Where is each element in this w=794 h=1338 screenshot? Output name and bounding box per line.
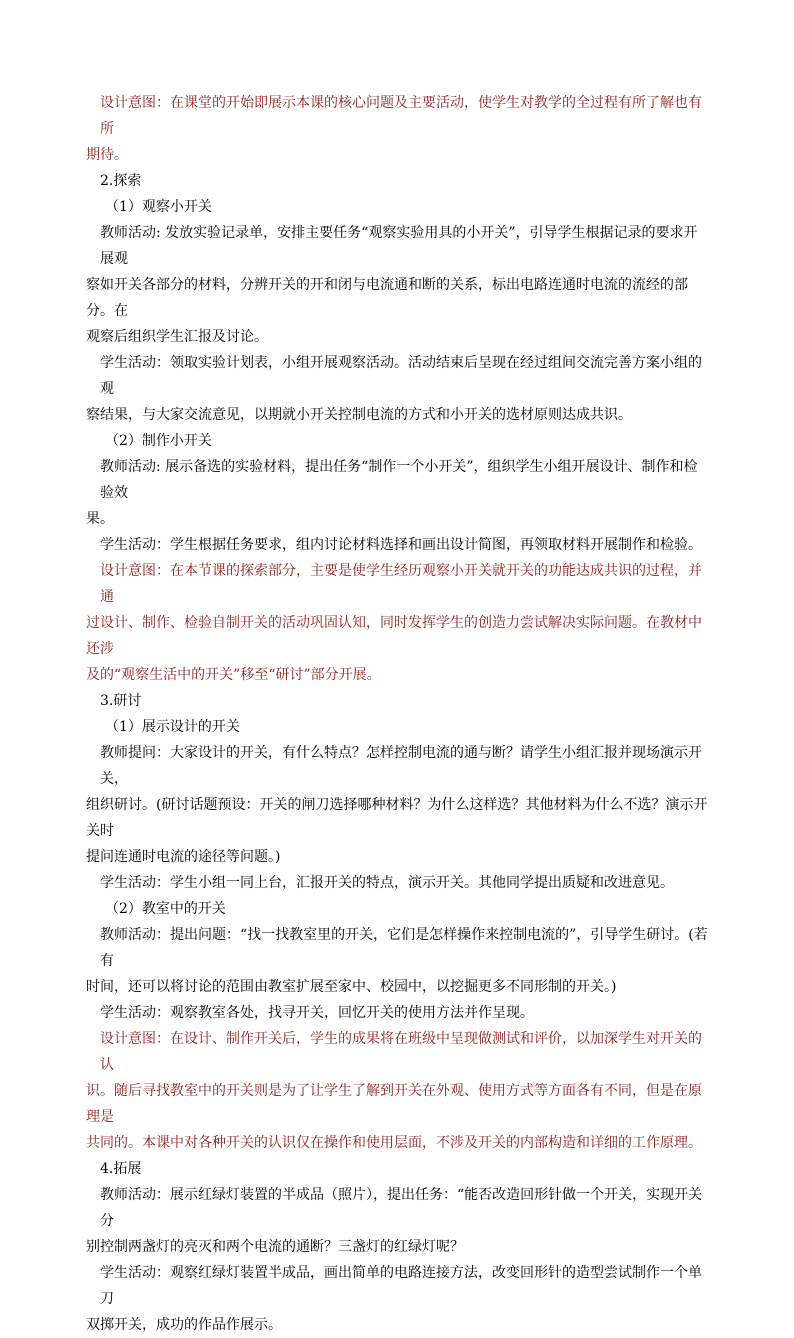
paragraph-line: 察结果，与大家交流意见，以期就小开关控制电流的方式和小开关的选材原则达成共识。 (86, 407, 632, 423)
paragraph-line: 设计意图：在设计、制作开关后，学生的成果将在班级中呈现做测试和评价，以加深学生对开关的认 (100, 1031, 702, 1073)
paragraph-line: （1）展示设计的开关 (105, 719, 240, 735)
paragraph-line: 设计意图：在本节课的探索部分，主要是使学生经历观察小开关就开关的功能达成共识的过程，并通 (100, 563, 702, 605)
paragraph-line: 学生活动：观察红绿灯装置半成品，画出简单的电路连接方法，改变回形针的造型尝试制作一个单刀 (100, 1265, 702, 1307)
paragraph-line: 教师活动: 发放实验记录单，安排主要任务“观察实验用具的小开关”，引导学生根据记录的要求开展观 (100, 225, 698, 267)
paragraph-line: 共同的。本课中对各种开关的认识仅在操作和使用层面，不涉及开关的内部构造和详细的工作原理。 (86, 1135, 702, 1151)
paragraph-line: 及的“观察生活中的开关”移至“研讨”部分开展。 (86, 667, 381, 683)
paragraph-line: （2）教室中的开关 (105, 901, 226, 917)
paragraph-line: 期待。 (86, 147, 128, 163)
paragraph-line: 识。随后寻找教室中的开关则是为了让学生了解到开关在外观、使用方式等方面各有不同，但是在原理是 (86, 1083, 702, 1125)
paragraph-line: 过设计、制作、检验自制开关的活动巩固认知，同时发挥学生的创造力尝试解决实际问题。在教材中还涉 (86, 615, 702, 657)
paragraph-line: 2.探索 (100, 173, 142, 189)
paragraph-line: 时间，还可以将讨论的范围由教室扩展至家中、校园中，以挖掘更多不同形制的开关。) (86, 979, 617, 995)
paragraph-line: 组织研讨。(研讨话题预设：开关的闸刀选择哪种材料？为什么这样选？其他材料为什么不选？演示开关时 (86, 797, 708, 839)
paragraph-line: 学生活动：观察教室各处，找寻开关，回忆开关的使用方法并作呈现。 (100, 1005, 534, 1021)
paragraph-line: 学生活动：学生根据任务要求，组内讨论材料选择和画出设计简图，再领取材料开展制作和检验。 (100, 537, 702, 553)
paragraph-line: 教师活动：展示红绿灯装置的半成品（照片），提出任务：“能否改造回形针做一个开关，实现开关分 (100, 1187, 703, 1229)
paragraph-line: 3.研讨 (100, 693, 142, 709)
paragraph-line: 学生活动：领取实验计划表，小组开展观察活动。活动结束后呈现在经过组间交流完善方案小组的观 (100, 355, 702, 397)
paragraph-line: （1）观察小开关 (105, 199, 212, 215)
paragraph-line: 教师提问：大家设计的开关，有什么特点？怎样控制电流的通与断？请学生小组汇报并现场演示开关， (100, 745, 702, 787)
paragraph-line: 察如开关各部分的材料，分辨开关的开和闭与电流通和断的关系，标出电路连通时电流的流经的部分。在 (86, 277, 688, 319)
paragraph-line: 果。 (86, 511, 114, 527)
document-body (86, 90, 710, 1338)
paragraph-line: 4.拓展 (100, 1161, 142, 1177)
paragraph-line: 学生活动：学生小组一同上台，汇报开关的特点，演示开关。其他同学提出质疑和改进意见。 (100, 875, 674, 891)
paragraph-line: 设计意图：在课堂的开始即展示本课的核心问题及主要活动，使学生对教学的全过程有所了解也有所 (100, 95, 702, 137)
paragraph-line: 观察后组织学生汇报及讨论。 (86, 329, 268, 345)
paragraph-line: 别控制两盏灯的亮灭和两个电流的通断？三盏灯的红绿灯呢？ (86, 1239, 464, 1255)
paragraph-line: 教师活动：提出问题：“找一找教室里的开关，它们是怎样操作来控制电流的”，引导学生研讨。(若有 (100, 927, 708, 969)
paragraph-line: 双掷开关，成功的作品作展示。 (86, 1317, 282, 1333)
paragraph-line: 教师活动: 展示备选的实验材料，提出任务“制作一个小开关”，组织学生小组开展设计、制作和检验效 (100, 459, 698, 501)
paragraph-line: （2）制作小开关 (105, 433, 212, 449)
paragraph-line: 提问连通时电流的途径等问题。) (86, 849, 281, 865)
